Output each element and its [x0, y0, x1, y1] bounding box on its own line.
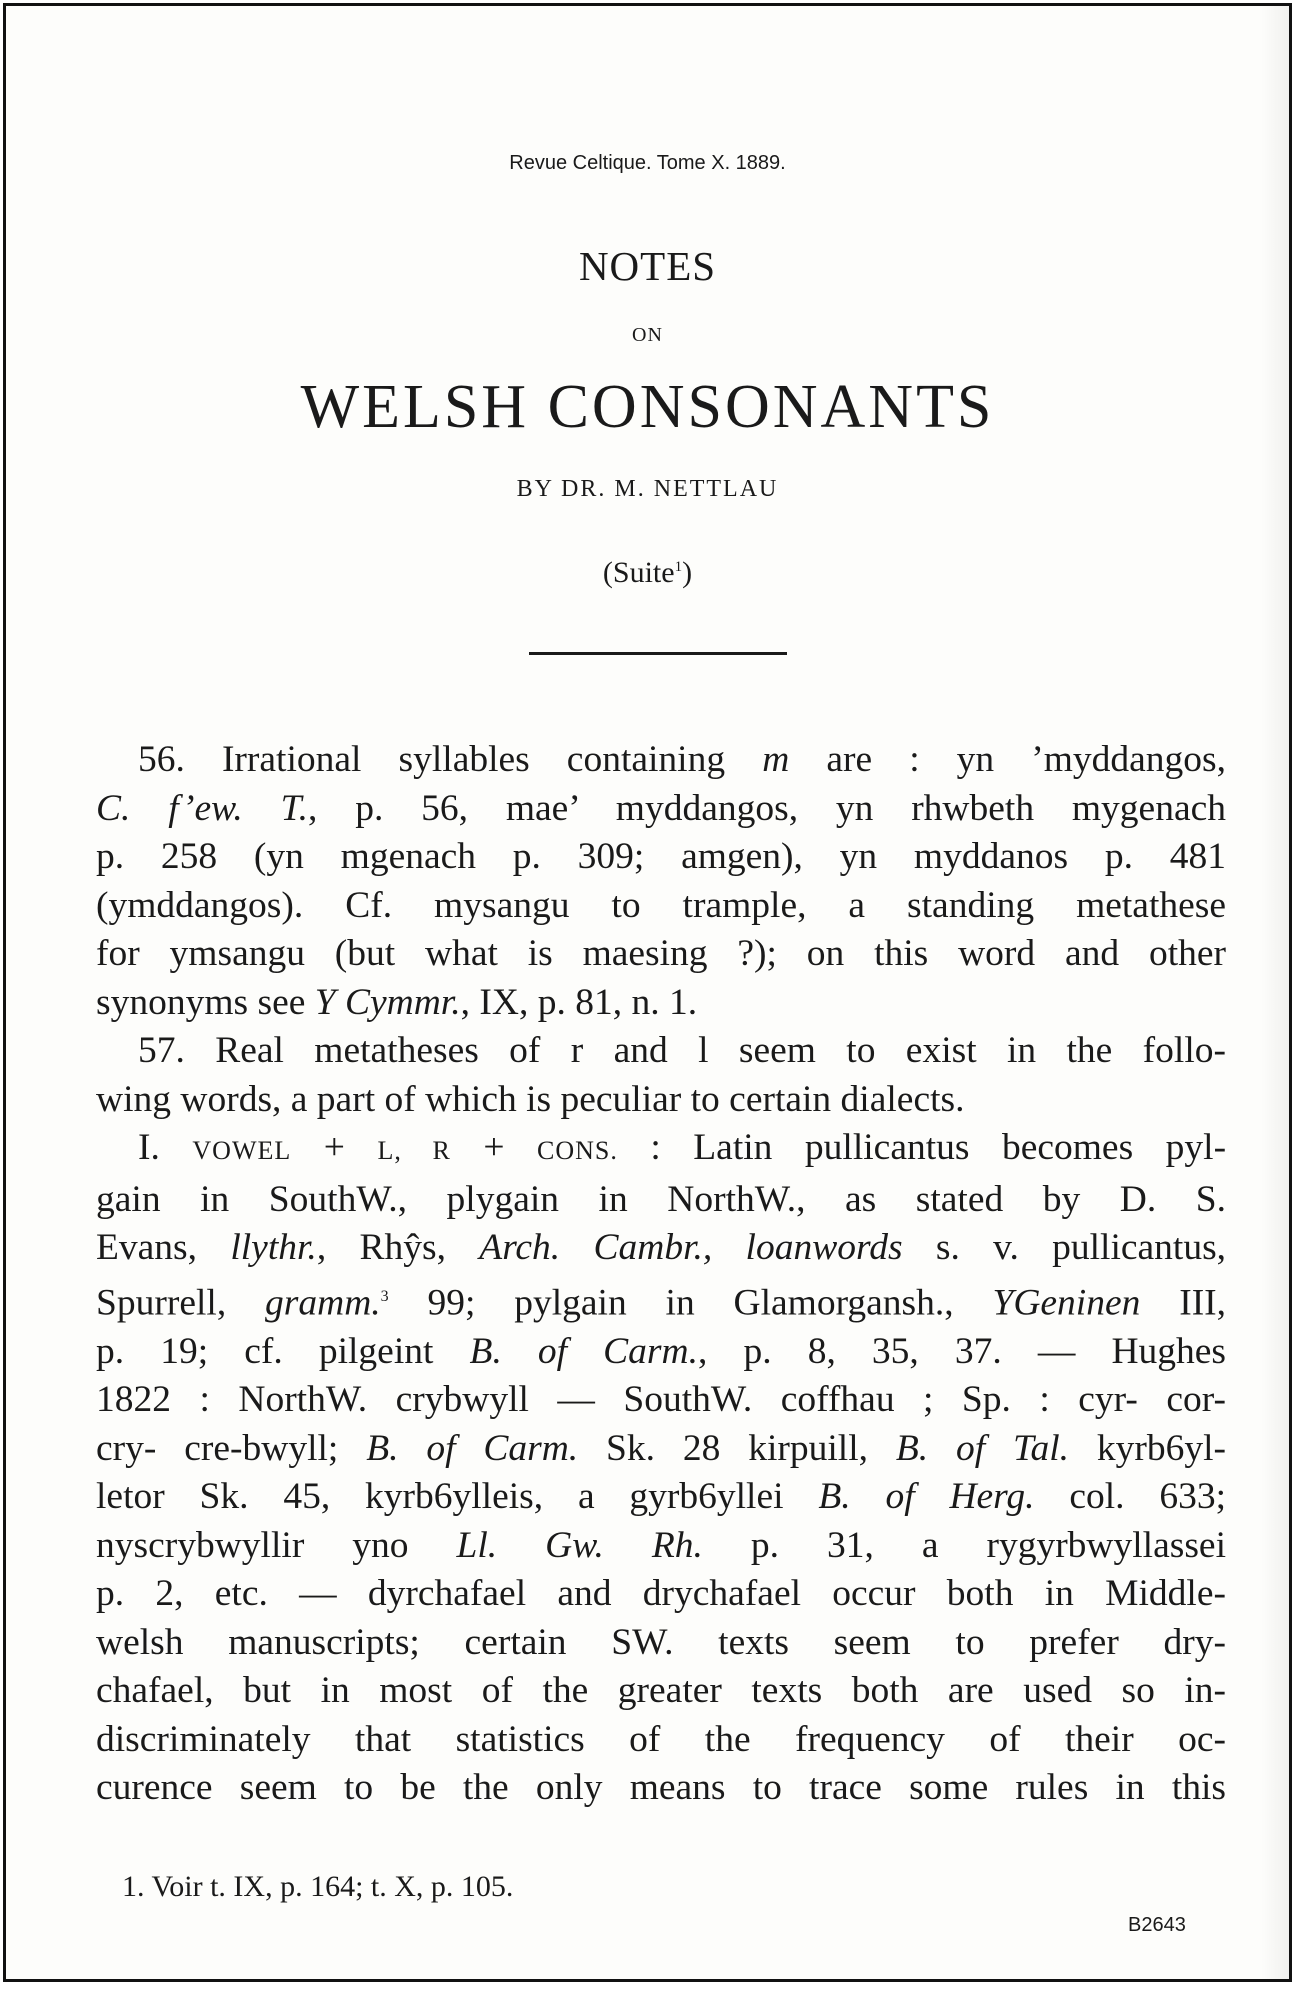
text-line: I. VOWEL + L, R + CONS. : Latin pullicantus becomes pyl-	[138, 1127, 1227, 1168]
scan-edge-shadow	[1261, 6, 1289, 1979]
title-on: ON	[632, 324, 663, 346]
text-line: (ymddangos). Cf. mysangu to trample, a standing metathese	[96, 884, 1226, 926]
text-line: wing words, a part of which is peculiar to certain dialects.	[96, 1078, 965, 1120]
text-line: 1822 : NorthW. crybwyll — SouthW. coffhau ; Sp. : cyr- cor-	[96, 1379, 1226, 1420]
article-title: WELSH CONSONANTS	[300, 373, 995, 441]
suite-close: )	[682, 556, 693, 589]
text-line: p. 2, etc. — dyrchafael and drychafael occur both in Middle-	[96, 1573, 1226, 1614]
text-line: for ymsangu (but what is maesing ?); on this word and other	[96, 933, 1226, 974]
text-line: gain in SouthW., plygain in NorthW., as stated by D. S.	[96, 1178, 1226, 1220]
text-line: C. f’ew. T., p. 56, mae’ myddangos, yn rhwbeth mygenach	[96, 787, 1226, 829]
title-notes: NOTES	[578, 243, 717, 289]
suite-open: (Suite	[602, 556, 675, 589]
document-page	[3, 3, 1292, 1982]
author-byline: BY DR. M. NETTLAU	[516, 476, 779, 502]
text-line: Spurrell, gramm.$^3$ 99; pylgain in Glamorgansh., YGeninen III,	[96, 1282, 1227, 1323]
page-code: B2643	[1128, 1914, 1186, 1936]
text-line: 57. Real metatheses of r and l seem to exist in the follo-	[138, 1030, 1226, 1071]
text-line: chafael, but in most of the greater texts both are used so in-	[96, 1670, 1226, 1711]
text-line: letor Sk. 45, kyrb6ylleis, a gyrb6yllei B. of Herg. col. 633;	[96, 1476, 1227, 1517]
article-body	[96, 736, 1226, 1813]
text-line: cry- cre-bwyll; B. of Carm. Sk. 28 kirpuill, B. of Tal. kyrb6yl-	[96, 1427, 1227, 1469]
footnote: 1. Voir t. IX, p. 164; t. X, p. 105.	[122, 1870, 514, 1903]
text-line: p. 258 (yn mgenach p. 309; amgen), yn myddanos p. 481	[96, 836, 1226, 877]
text-line: welsh manuscripts; certain SW. texts seem to prefer dry-	[96, 1621, 1226, 1663]
journal-citation: Revue Celtique. Tome X. 1889.	[509, 152, 786, 174]
text-line: curence seem to be the only means to trace some rules in this	[96, 1767, 1226, 1808]
text-line: 56. Irrational syllables containing m are : yn ’myddangos,	[138, 739, 1227, 780]
text-line: synonyms see Y Cymmr., IX, p. 81, n. 1.	[96, 981, 698, 1023]
text-line: nyscrybwyllir yno Ll. Gw. Rh. p. 31, a rygyrbwyllassei	[96, 1524, 1226, 1566]
text-line: discriminately that statistics of the frequency of their oc-	[96, 1718, 1226, 1760]
title-rule	[529, 652, 787, 655]
suite-label	[6, 556, 1289, 590]
footnote-marker: 1	[674, 559, 683, 575]
text-line: p. 19; cf. pilgeint B. of Carm., p. 8, 35, 37. — Hughes	[96, 1330, 1227, 1372]
text-line: Evans, llythr., Rhŷs, Arch. Cambr., loanwords s. v. pullicantus,	[96, 1227, 1227, 1268]
